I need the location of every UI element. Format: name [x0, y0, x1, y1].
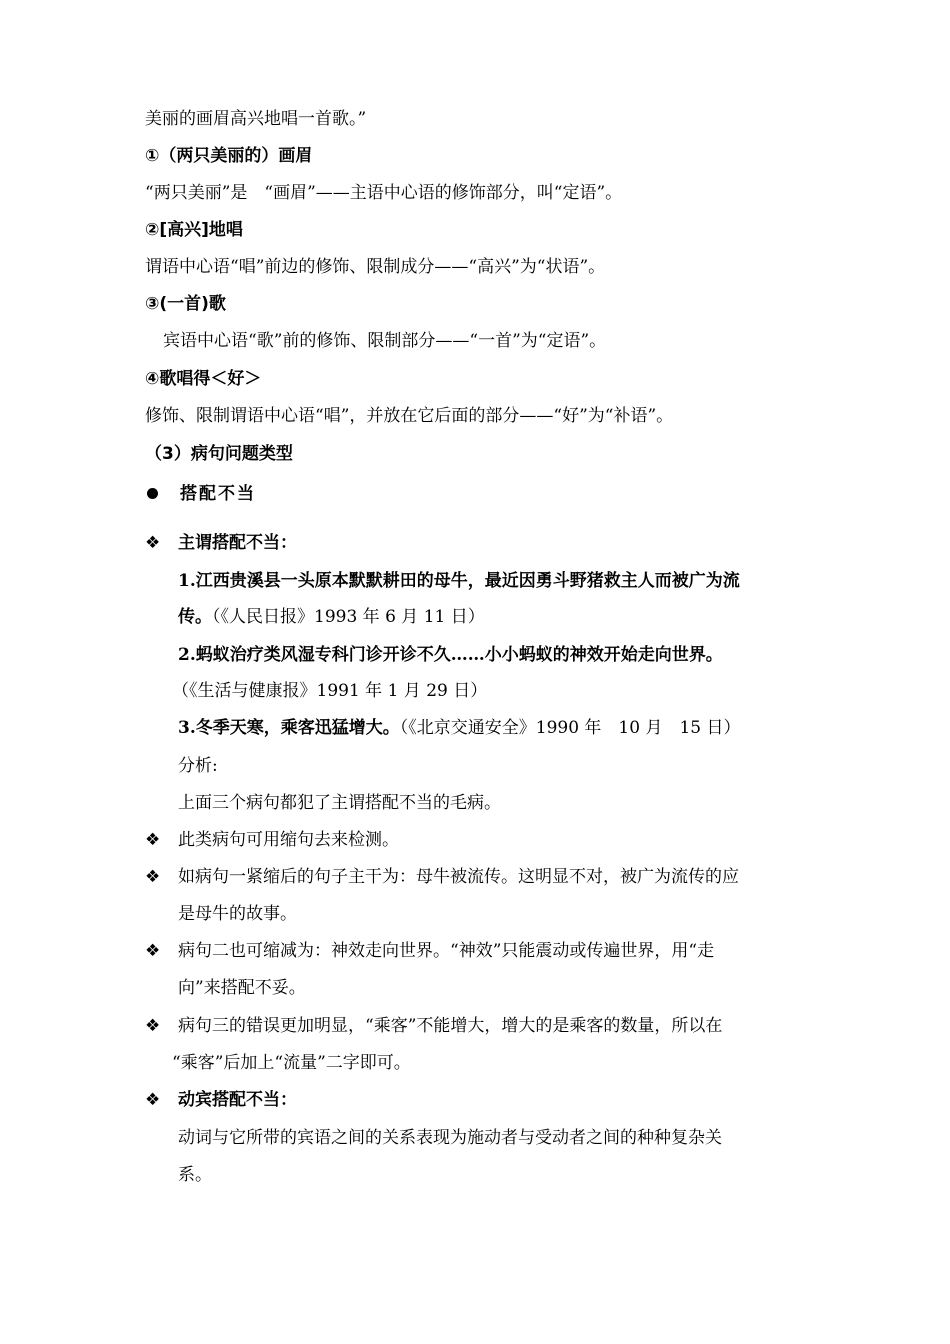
subject-predicate-title: 主谓搭配不当： — [178, 533, 297, 553]
verb-object-line-2: 系。 — [178, 1165, 212, 1185]
bullet-d-line-2: “乘客”后加上“流量”二字即可。 — [172, 1053, 411, 1073]
example-3-text: 3.冬季天寒，乘客迅猛增大。 — [178, 718, 400, 738]
analysis-text: 上面三个病句都犯了主谓搭配不当的毛病。 — [178, 793, 501, 813]
bullet-b-line-1: 如病句一紧缩后的句子主干为：母牛被流传。这明显不对，被广为流传的应 — [178, 867, 739, 887]
part-3-title: （3）病句问题类型 — [145, 444, 293, 464]
bullet-c-line-1: 病句二也可缩减为：神效走向世界。“神效”只能震动或传遍世界，用“走 — [178, 941, 715, 961]
bullet-d-line-1: 病句三的错误更加明显，“乘客”不能增大，增大的是乘客的数量，所以在 — [178, 1016, 723, 1036]
diamond-bullet-icon: ❖ — [145, 1016, 161, 1036]
intro-line: 美丽的画眉高兴地唱一首歌。” — [145, 109, 367, 129]
section-2-title: ②[高兴]地唱 — [145, 220, 243, 240]
section-1-text: “两只美丽”是 “画眉”——主语中心语的修饰部分，叫“定语”。 — [145, 183, 623, 203]
section-3-text: 宾语中心语“歌”前的修饰、限制部分——“一首”为“定语”。 — [163, 331, 607, 351]
verb-object-line-1: 动词与它所带的宾语之间的关系表现为施动者与受动者之间的种种复杂关 — [178, 1128, 722, 1148]
verb-object-title: 动宾搭配不当： — [178, 1090, 297, 1110]
bullet-a-text: 此类病句可用缩句去来检测。 — [178, 830, 399, 850]
example-1-line-2 — [178, 606, 485, 628]
bullet-c-line-2: 向”来搭配不妥。 — [178, 978, 306, 998]
example-2-line-1: 2.蚂蚁治疗类风湿专科门诊开诊不久……小小蚂蚁的神效开始走向世界。 — [178, 645, 723, 665]
example-1-line-1: 1.江西贵溪县一头原本默默耕田的母牛，最近因勇斗野猪救主人而被广为流 — [178, 571, 740, 591]
bullet-b-line-2: 是母牛的故事。 — [178, 904, 297, 924]
diamond-bullet-icon: ❖ — [145, 1090, 161, 1110]
section-3-title: ③(一首)歌 — [145, 294, 226, 314]
diamond-bullet-icon: ❖ — [145, 533, 161, 553]
diamond-bullet-icon: ❖ — [145, 867, 161, 887]
section-1-title: ①（两只美丽的）画眉 — [145, 146, 313, 166]
main-bullet-label: 搭配不当 — [180, 484, 256, 504]
bullet-dot-icon — [147, 488, 158, 499]
diamond-bullet-icon: ❖ — [145, 941, 161, 961]
section-4-text: 修饰、限制谓语中心语“唱”，并放在它后面的部分——“好”为“补语”。 — [145, 406, 674, 426]
example-2-source: （《生活与健康报》1991 年 1 月 29 日） — [172, 681, 488, 701]
analysis-label: 分析: — [178, 756, 218, 776]
diamond-bullet-icon: ❖ — [145, 830, 161, 850]
example-1-text-end: 传。 — [178, 607, 212, 627]
section-2-text: 谓语中心语“唱”前边的修饰、限制成分——“高兴”为“状语”。 — [145, 257, 606, 277]
example-1-source: （《人民日报》1993 年 6 月 11 日） — [212, 607, 485, 627]
section-4-title: ④歌唱得＜好＞ — [145, 369, 262, 389]
example-3-line — [178, 717, 741, 739]
example-3-source: （《北京交通安全》1990 年 10 月 15 日） — [399, 718, 741, 738]
